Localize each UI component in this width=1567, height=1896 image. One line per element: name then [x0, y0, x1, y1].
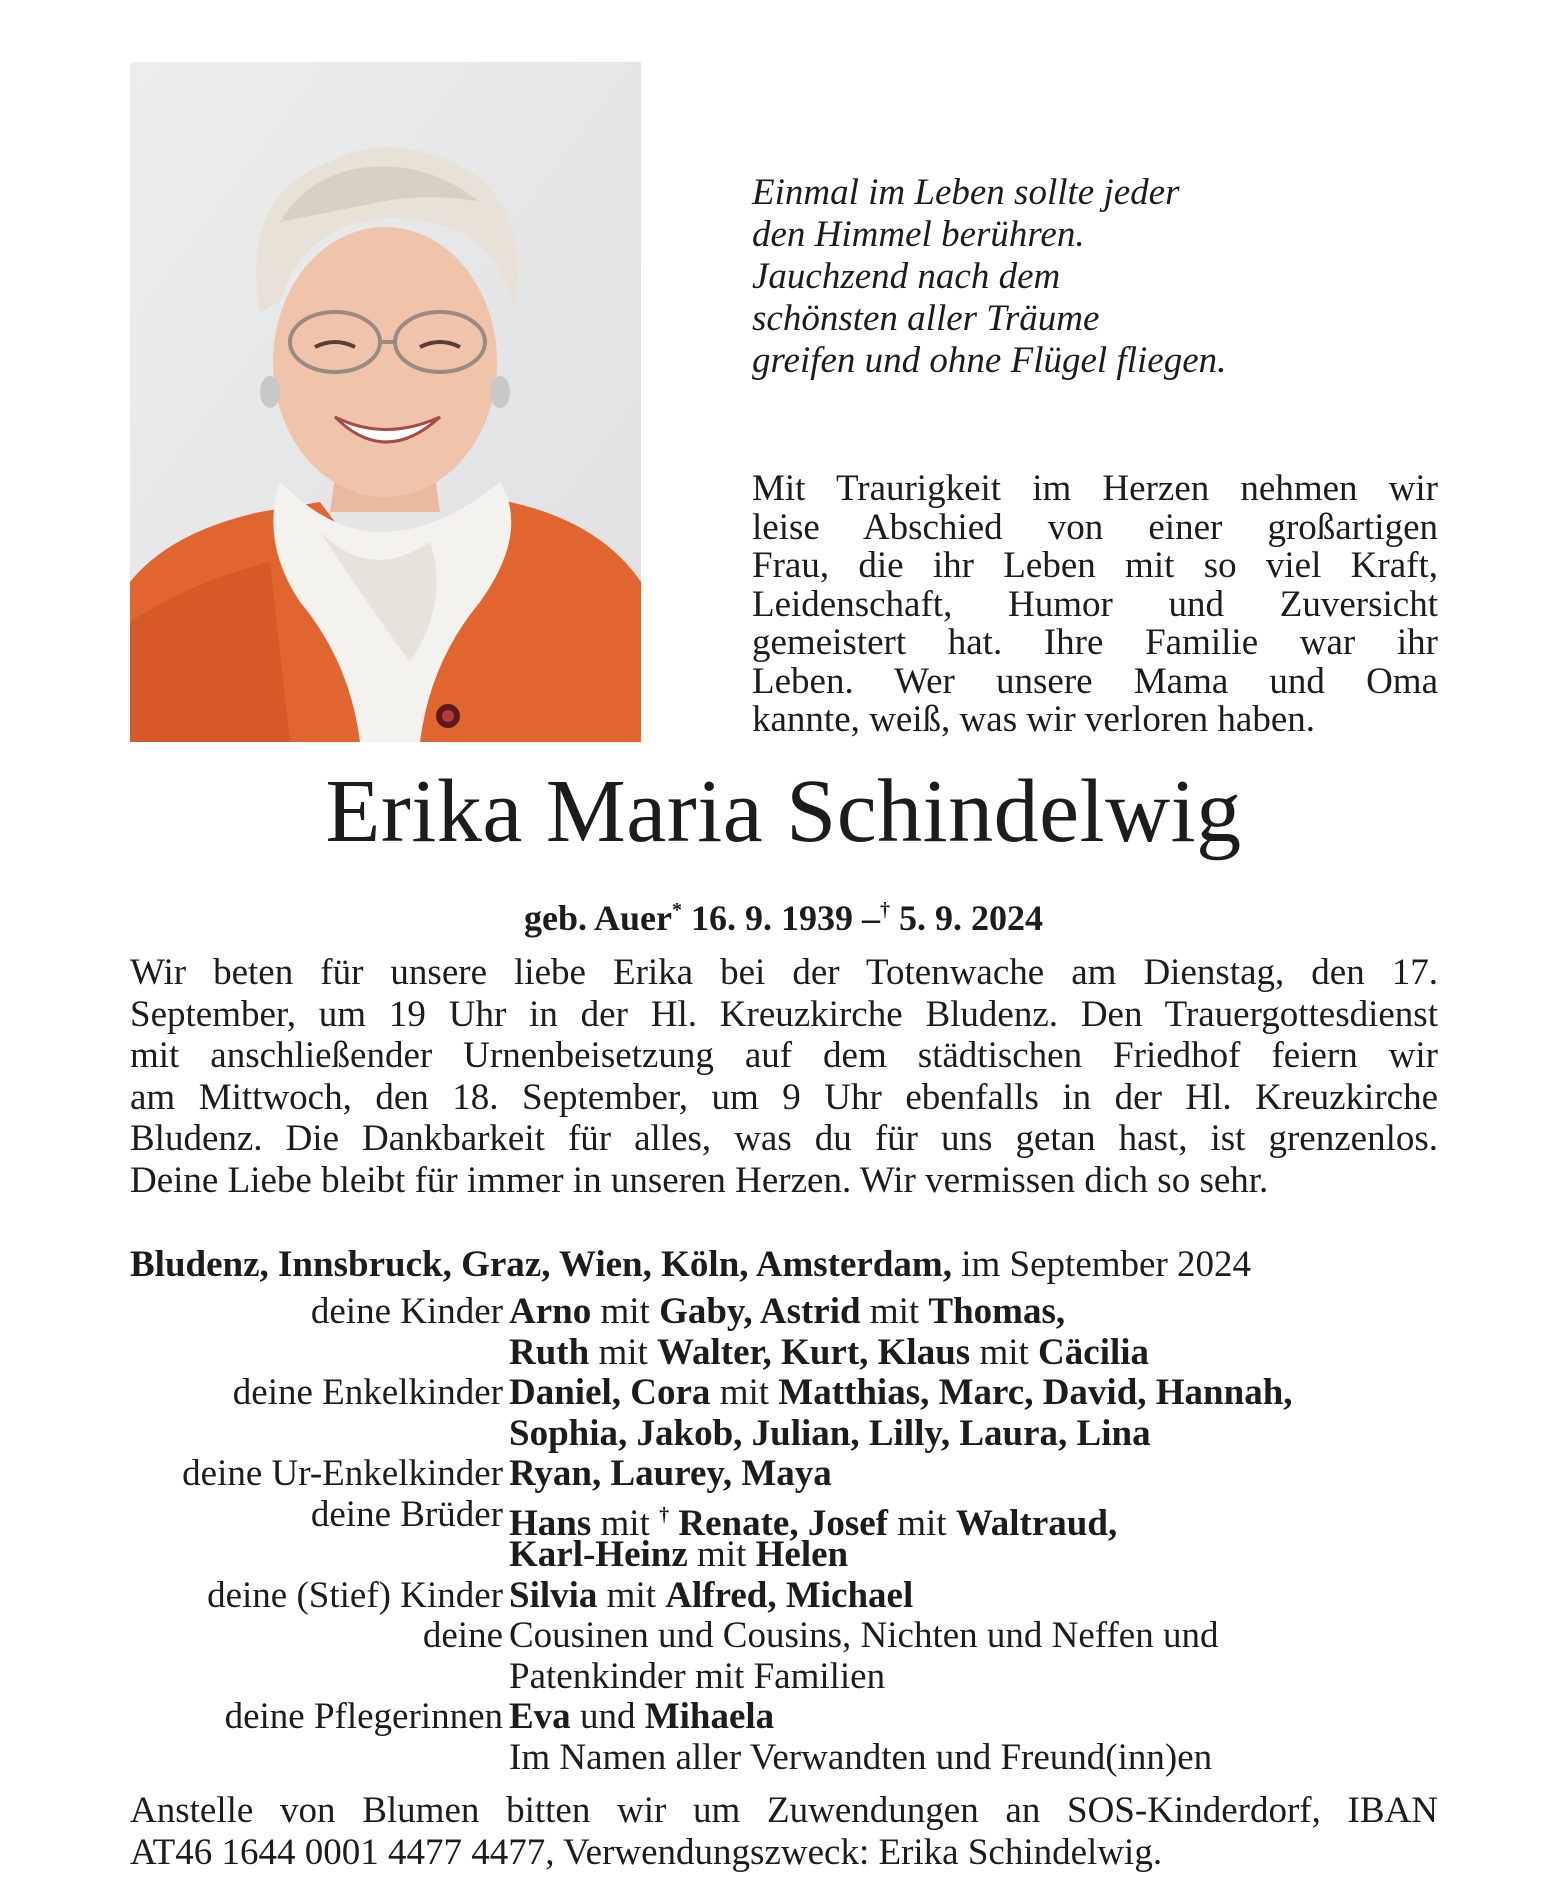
family-member-name: Mihaela	[644, 1696, 775, 1737]
birth-date: 16. 9. 1939	[691, 898, 853, 938]
places-date-line	[130, 1243, 1438, 1287]
family-connector: mit	[710, 1372, 779, 1413]
family-member-name: Matthias, Marc, David, Hannah,	[778, 1372, 1293, 1413]
family-member-name: Cäcilia	[1038, 1331, 1150, 1373]
announcement-line: mit anschließender Urnenbeisetzung auf dem städtischen Friedhof feiern wir	[130, 1035, 1438, 1076]
family-names	[509, 1657, 885, 1698]
intro-line: gemeistert hat. Ihre Familie war ihr	[752, 622, 1438, 663]
family-names	[509, 1576, 913, 1617]
birth-death-dates	[0, 888, 1567, 940]
family-connector: Im Namen aller Verwandten und Freund(inn)en	[509, 1736, 1213, 1778]
family-member-name: Arno	[509, 1291, 592, 1332]
donation-line: Anstelle von Blumen bitten wir um Zuwendungen an SOS-Kinderdorf, IBAN	[130, 1790, 1438, 1831]
places-date: im September 2024	[961, 1244, 1252, 1285]
announcement-line: Wir beten für unsere liebe Erika bei der Totenwache am Dienstag, den 17.	[130, 952, 1438, 993]
announcement-line: Bludenz. Die Dankbarkeit für alles, was du für uns getan hast, ist grenzenlos.	[130, 1118, 1438, 1159]
family-names	[509, 1333, 1149, 1374]
family-member-name: Eva	[509, 1696, 571, 1737]
family-relation-label: deine Kinder	[310, 1291, 503, 1332]
donation-line: AT46 1644 0001 4477 4477, Verwendungszweck: Erika Schindelwig.	[130, 1832, 1163, 1873]
family-row	[0, 1493, 1567, 1544]
places-cities: Bludenz, Innsbruck, Graz, Wien, Köln, Amsterdam,	[130, 1244, 952, 1285]
quote-line: Jauchzend nach dem	[752, 256, 1061, 297]
family-names	[509, 1414, 1151, 1455]
family-connector: mit	[591, 1291, 660, 1332]
family-relation-label: deine Brüder	[310, 1493, 503, 1535]
family-member-name: Walter, Kurt, Klaus	[657, 1331, 971, 1373]
born-name: geb. Auer	[524, 898, 672, 938]
family-member-name: Sophia, Jakob, Julian, Lilly, Laura, Lina	[509, 1412, 1151, 1454]
intro-line: Leben. Wer unsere Mama und Oma	[752, 660, 1438, 702]
family-relation-label: deine (Stief) Kinder	[207, 1574, 503, 1616]
intro-line: Mit Traurigkeit im Herzen nehmen wir	[752, 468, 1438, 509]
intro-paragraph	[752, 470, 1438, 740]
family-row	[0, 1576, 1567, 1617]
birth-symbol: *	[672, 899, 682, 921]
family-row	[0, 1292, 1567, 1333]
announcement-line: am Mittwoch, den 18. September, um 9 Uhr ebenfalls in der Hl. Kreuzkirche	[130, 1076, 1438, 1118]
family-connector: mit	[591, 1502, 660, 1544]
announcement-line: September, um 19 Uhr in der Hl. Kreuzkirche Bludenz. Den Trauergottesdienst	[130, 993, 1438, 1035]
family-names	[509, 1738, 1212, 1779]
family-connector: mit	[687, 1534, 756, 1575]
family-names	[509, 1697, 774, 1738]
family-connector: mit	[597, 1574, 666, 1616]
family-member-name: Daniel, Cora	[509, 1372, 711, 1413]
family-member-name: Gaby, Astrid	[659, 1291, 861, 1332]
family-member-name: Thomas,	[928, 1291, 1066, 1332]
intro-line: Frau, die ihr Leben mit so viel Kraft,	[752, 545, 1438, 586]
deceased-symbol: †	[659, 1503, 670, 1526]
family-member-name: Alfred, Michael	[665, 1574, 914, 1616]
family-names	[509, 1616, 1218, 1657]
family-names	[509, 1454, 832, 1495]
family-connector: Patenkinder mit Familien	[509, 1655, 886, 1697]
intro-line: Leidenschaft, Humor und Zuversicht	[752, 583, 1438, 625]
donation-note	[130, 1790, 1438, 1874]
family-names	[509, 1292, 1065, 1333]
family-relation-label: deine Pflegerinnen	[224, 1696, 503, 1737]
portrait-illustration	[130, 62, 641, 742]
family-member-name: Waltraud,	[955, 1502, 1118, 1544]
family-connector: mit	[970, 1331, 1039, 1373]
family-connector: mit	[887, 1502, 956, 1544]
family-names	[509, 1535, 848, 1576]
quote-line: schönsten aller Träume	[752, 298, 1100, 339]
quote-line: den Himmel berühren.	[752, 214, 1085, 255]
family-connector: mit	[860, 1291, 929, 1332]
family-member-name: Ryan, Laurey, Maya	[509, 1453, 832, 1494]
family-relation-label: deine	[422, 1615, 503, 1656]
family-connector: und	[570, 1696, 645, 1737]
family-row	[0, 1333, 1567, 1374]
family-member-name: Silvia	[509, 1574, 598, 1616]
intro-line: kannte, weiß, was wir verloren haben.	[752, 699, 1316, 740]
family-row	[0, 1535, 1567, 1576]
quote-line: Einmal im Leben sollte jeder	[752, 172, 1180, 213]
family-member-name: Renate, Josef	[669, 1502, 888, 1544]
family-relation-label: deine Enkelkinder	[232, 1372, 503, 1413]
family-row	[0, 1697, 1567, 1738]
family-list	[0, 1292, 1567, 1778]
death-symbol: †	[880, 899, 890, 921]
funeral-announcement	[130, 952, 1438, 1201]
family-row	[0, 1454, 1567, 1495]
family-member-name: Karl-Heinz	[509, 1534, 688, 1575]
family-relation-label: deine Ur-Enkelkinder	[182, 1453, 503, 1494]
poem-quote	[752, 172, 1272, 382]
deceased-name: Erika Maria Schindelwig	[325, 762, 1242, 861]
family-row	[0, 1373, 1567, 1414]
date-separator: –	[862, 898, 880, 938]
family-member-name: Hans	[509, 1502, 592, 1544]
family-connector: Cousinen und Cousins, Nichten und Neffen und	[509, 1615, 1219, 1656]
family-names	[509, 1373, 1293, 1414]
family-member-name: Ruth	[509, 1331, 590, 1373]
family-connector: mit	[589, 1331, 658, 1373]
death-date: 5. 9. 2024	[899, 898, 1043, 938]
family-member-name: Helen	[755, 1534, 849, 1575]
family-row	[0, 1657, 1567, 1698]
family-row	[0, 1616, 1567, 1657]
quote-line: greifen und ohne Flügel fliegen.	[752, 340, 1227, 381]
family-row	[0, 1738, 1567, 1779]
portrait-photo	[130, 62, 641, 742]
intro-line: leise Abschied von einer großartigen	[752, 506, 1438, 548]
family-row	[0, 1414, 1567, 1455]
announcement-line: Deine Liebe bleibt für immer in unseren Herzen. Wir vermissen dich so sehr.	[130, 1159, 1269, 1201]
